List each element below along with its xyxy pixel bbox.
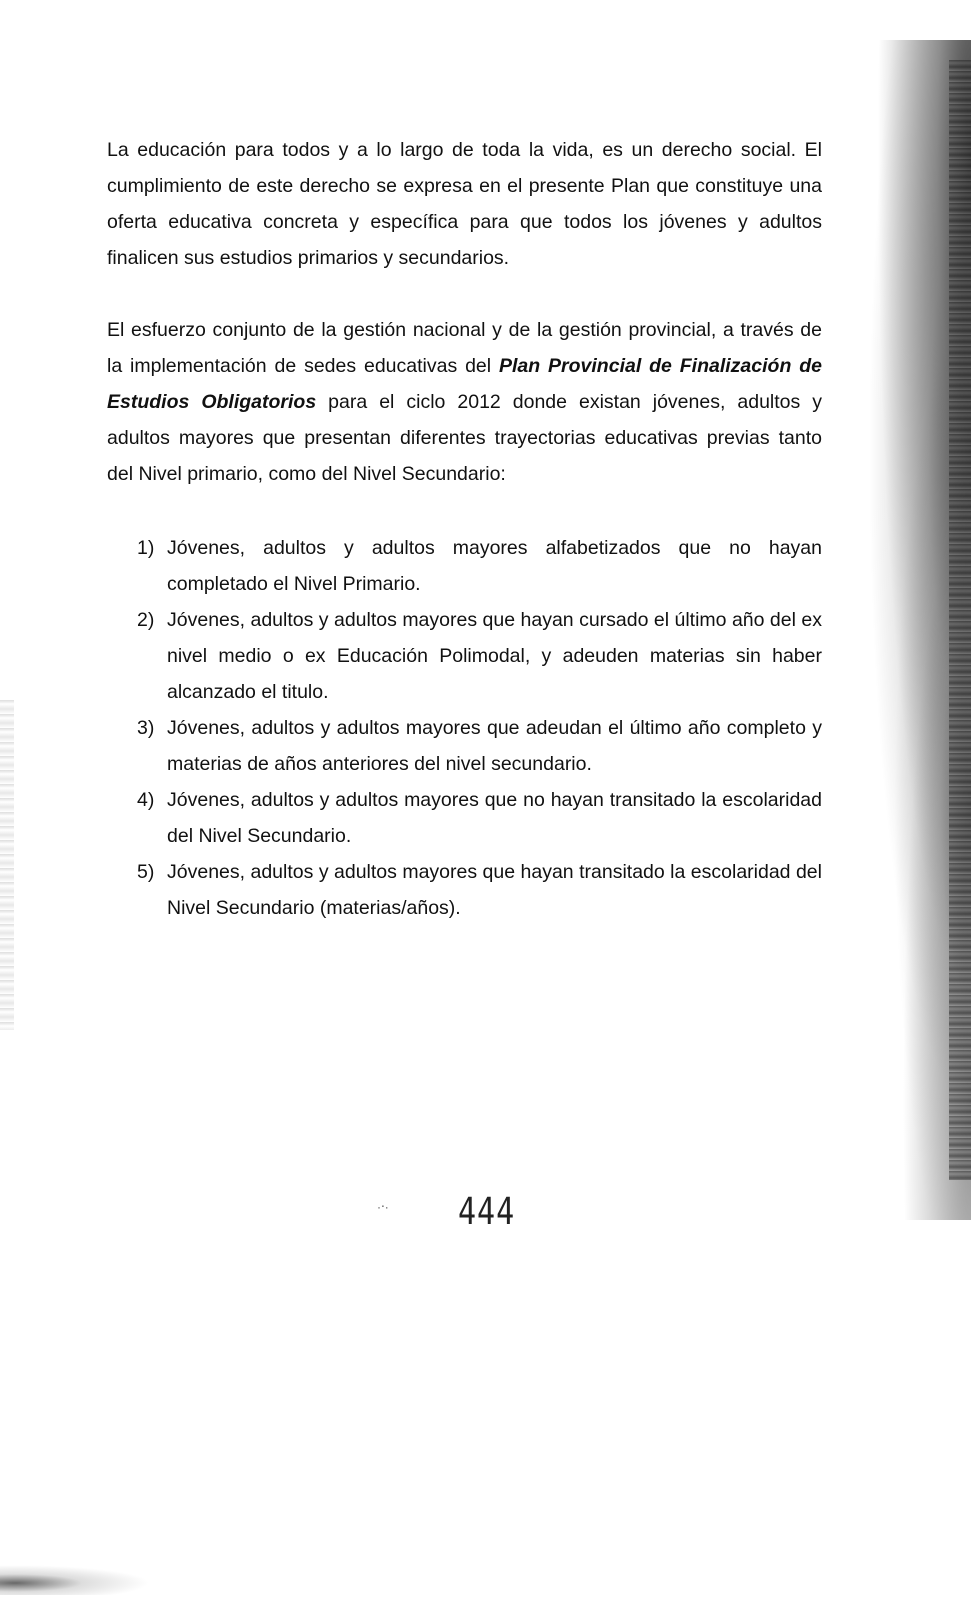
page-number: 444 (458, 1190, 516, 1234)
scan-smudge-bottom-left (0, 1565, 150, 1595)
list-item (107, 710, 822, 782)
list-item-text: Jóvenes, adultos y adultos mayores alfabetizados que no hayan completado el Nivel Primario. (167, 537, 822, 595)
list-item (107, 854, 822, 926)
scan-marks: ·‧· (377, 1200, 389, 1214)
list-item-text: Jóvenes, adultos y adultos mayores que hayan transitado la escolaridad del Nivel Secundario (materias/años). (167, 861, 822, 919)
list-item-number: 4) (137, 789, 155, 811)
list-item-number: 1) (137, 537, 155, 559)
list-item-text: Jóvenes, adultos y adultos mayores que adeudan el último año completo y materias de años anteriores del nivel secundario. (167, 717, 822, 775)
paragraph-intro: La educación para todos y a lo largo de toda la vida, es un derecho social. El cumplimiento de este derecho se expresa en el presente Plan que constituye una oferta educativa concreta y específica para que todos los jóvenes y adultos finalicen sus estudios primarios y secundarios. (107, 139, 822, 269)
scan-edge-right (949, 60, 971, 1180)
list-item-number: 5) (137, 861, 155, 883)
paragraph-plan (107, 312, 822, 492)
scan-noise-left (0, 700, 14, 1030)
plan-name-emphasis: Plan Provincial de Finalización de Estudios Obligatorios (107, 355, 822, 413)
paragraph-plan-text-end: para el ciclo 2012 donde existan jóvenes, adultos y adultos mayores que presentan diferentes trayectorias educativas previas tanto del Nivel primario, como del Nivel Secundario: (107, 391, 823, 485)
list-item-number: 2) (137, 609, 155, 631)
list-item-number: 3) (137, 717, 155, 739)
list-item (107, 530, 822, 602)
paragraph-plan-text-start: El esfuerzo conjunto de la gestión nacional y de la gestión provincial, a través de la implementación de sedes educativas del (107, 319, 822, 377)
list-item (107, 602, 822, 710)
list-item-text: Jóvenes, adultos y adultos mayores que no hayan transitado la escolaridad del Nivel Secundario. (167, 789, 822, 847)
scan-shadow-right (851, 40, 971, 1220)
list-item (107, 782, 822, 854)
target-population-list (107, 530, 822, 926)
list-item-text: Jóvenes, adultos y adultos mayores que hayan cursado el último año del ex nivel medio o ex Educación Polimodal, y adeuden materias sin haber alcanzado el titulo. (167, 609, 822, 703)
